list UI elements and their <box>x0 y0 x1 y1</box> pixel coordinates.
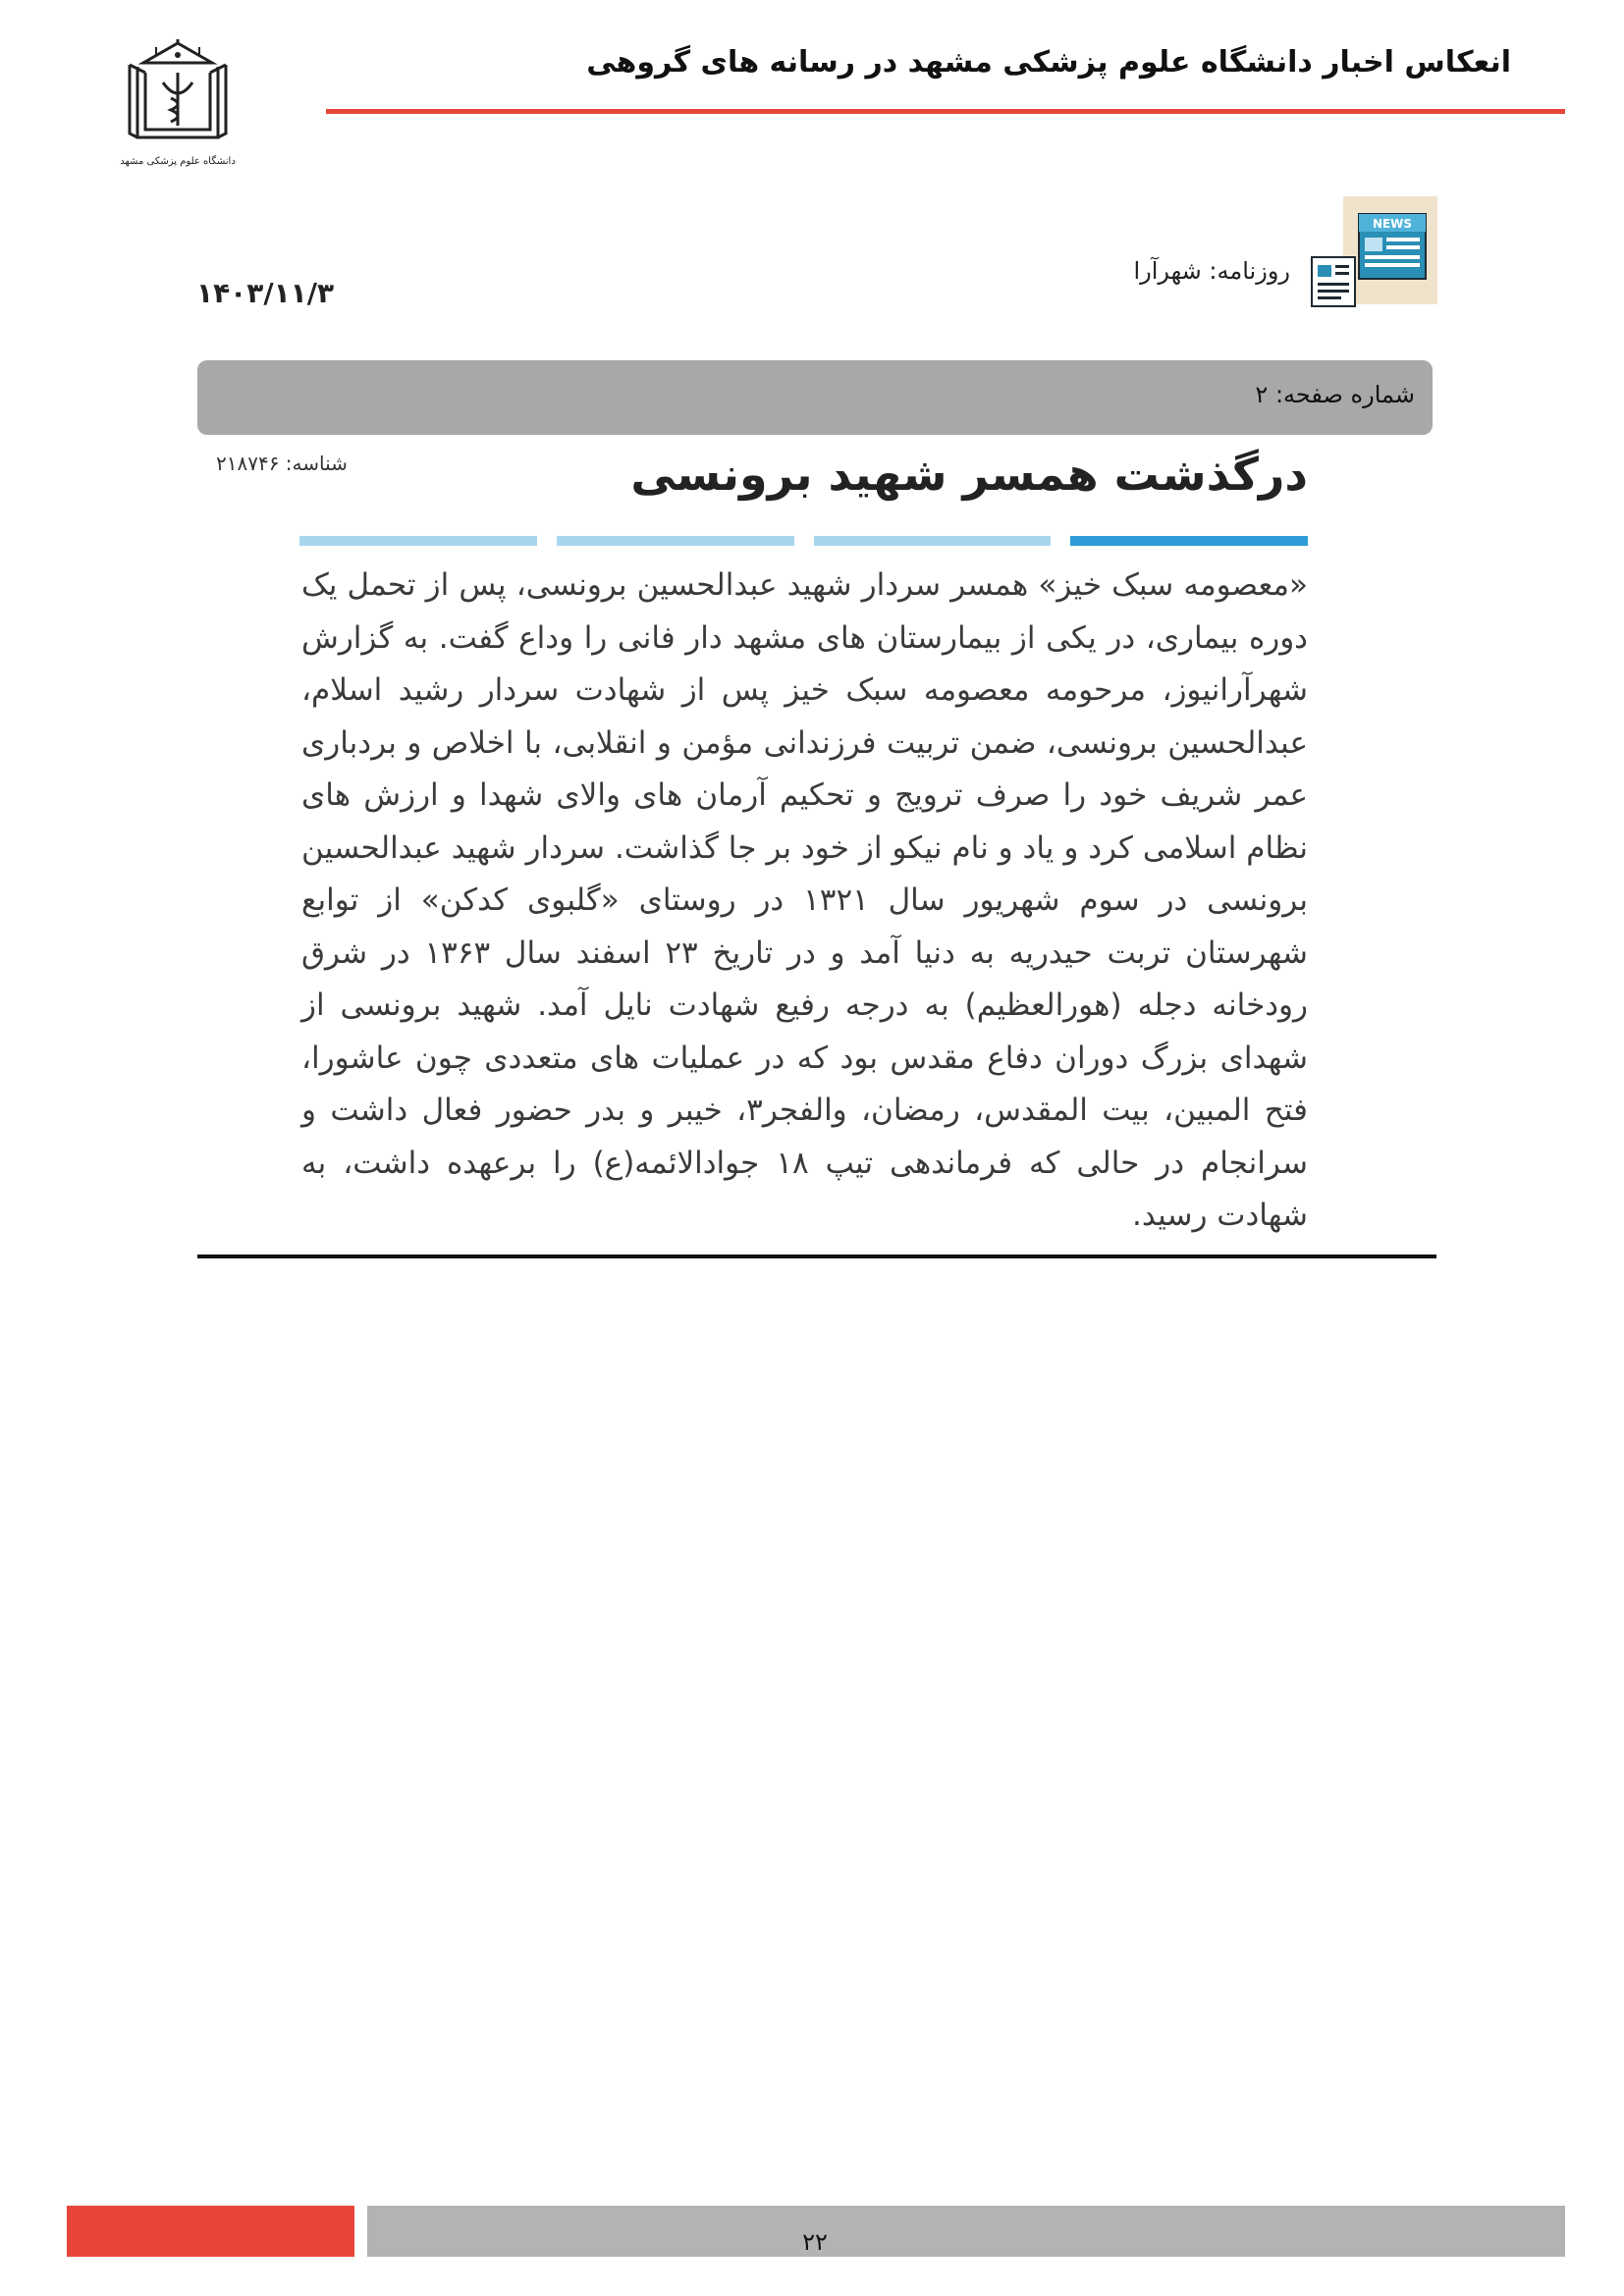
article-id: شناسه: ۲۱۸۷۴۶ <box>216 452 348 475</box>
footer-bar <box>367 2206 1565 2257</box>
title-bar <box>814 536 1052 546</box>
article-paragraph: «معصومه سبک خیز» همسر سردار شهید عبدالحسین برونسی، پس از تحمل یک دوره بیماری، در یکی از بیمارستان های مشهد دار فانی را وداع گفت. به گزارش شهرآرانیوز، مرحومه معصومه سبک خیز پس از شهادت سردار رشید اسلام، عبدالحسین برونسی، ضمن تربیت فرزندانی مؤمن و انقلابی، با اخلاص و بردباری عمر شریف خود را صرف ترویج و تحکیم آرمان های والای شهدا و ارزش های نظام اسلامی کرد و یاد و نام نیکو از خود بر جا گذاشت. سردار شهید عبدالحسین برونسی در سوم شهریور سال ۱۳۲۱ در روستای «گلبوی کدکن» از توابع شهرستان تربت حیدریه به دنیا آمد و در تاریخ ۲۳ اسفند سال ۱۳۶۳ در شرق رودخانه دجله (هورالعظیم) به درجه رفیع شهادت نایل آمد. شهید برونسی از شهدای بزرگ دوران دفاع مقدس بود که در عملیات های متعددی چون عاشورا، فتح المبین، بیت المقدس، رمضان، والفجر۳، خیبر و بدر حضور فعال داشت و سرانجام در حالی که فرماندهی تیپ ۱۸ جوادالائمه(ع) را برعهده داشت، به شهادت رسید. <box>301 567 1308 1233</box>
university-logo <box>116 39 240 167</box>
page-number-bar <box>197 360 1433 435</box>
page-number-label: شماره صفحه: ۲ <box>1255 381 1415 408</box>
publish-date: ۱۴۰۳/۱۱/۳ <box>196 277 335 309</box>
title-bar <box>557 536 794 546</box>
logo-caption: دانشگاه علوم پزشکی مشهد <box>120 156 236 167</box>
title-bar <box>299 536 537 546</box>
header-title: انعکاس اخبار دانشگاه علوم پزشکی مشهد در رسانه های گروهی <box>586 45 1511 80</box>
title-bar-active <box>1070 536 1308 546</box>
article-body <box>301 560 1308 1243</box>
university-emblem-icon <box>116 39 240 149</box>
footer-page-number: ۲۲ <box>802 2228 828 2256</box>
article-bottom-divider <box>197 1255 1436 1258</box>
footer-accent-bar <box>67 2206 354 2257</box>
article-title: درگذشت همسر شهید برونسی <box>630 448 1308 501</box>
header-divider <box>326 109 1565 114</box>
title-underline-bars <box>299 536 1308 546</box>
news-icon-text: NEWS <box>1372 217 1413 231</box>
newspaper-source: روزنامه: شهرآرا <box>1133 257 1290 285</box>
newspaper-icon <box>1310 196 1437 308</box>
